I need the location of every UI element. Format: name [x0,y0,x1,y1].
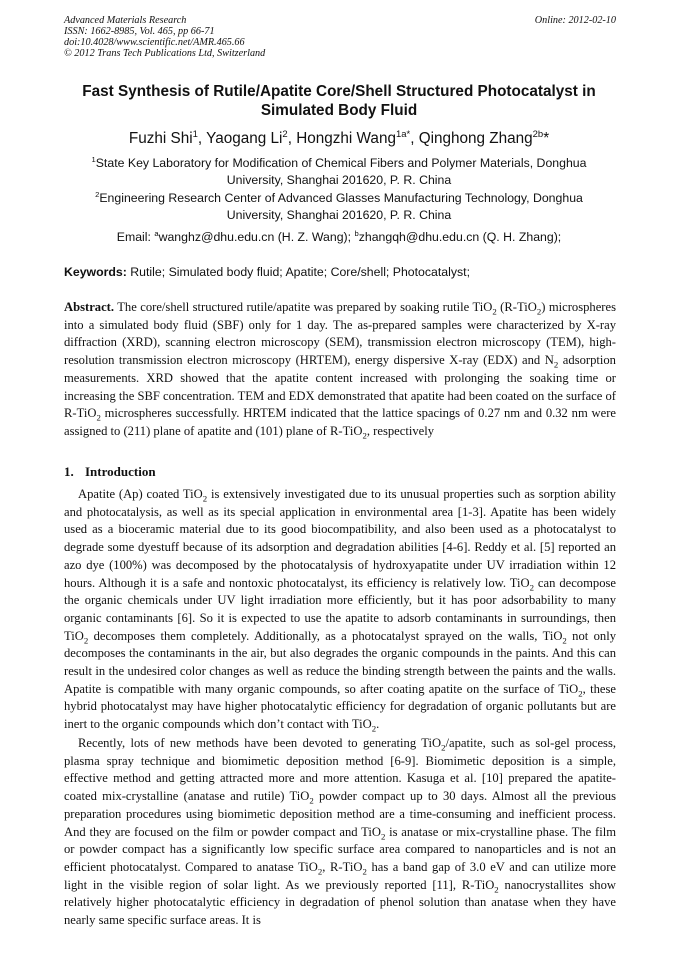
affiliation-2 [80,190,598,224]
email-a: wanghz@dhu.edu.cn (H. Z. Wang); [158,230,355,244]
keywords [64,264,616,280]
section-heading [64,464,156,480]
journal-header [64,15,616,59]
author-name: Fuzhi Shi [128,130,193,147]
title-line-1: Fast Synthesis of Rutile/Apatite Core/Shell Structured Photocatalyst in [82,83,596,100]
copyright-line: © 2012 Trans Tech Publications Ltd, Switzerland [64,48,266,59]
online-date: Online: 2012-02-10 [534,15,616,26]
issn-line: ISSN: 1662-8985, Vol. 465, pp 66-71 [64,26,215,37]
email-label: Email: [116,230,155,244]
author-sep: , [287,130,297,147]
affiliation-line: University, Shanghai 201620, P. R. China [226,173,452,187]
author-sep: * [543,130,550,147]
author-sup: 1 [192,128,198,140]
author-name: Yaogang Li [206,130,283,147]
author-name: Qinghong Zhang [418,130,533,147]
affiliation-line: University, Shanghai 201620, P. R. China [226,208,452,222]
author-sep: , [410,130,419,147]
author-list [60,129,618,148]
author-sup: 2b [532,128,544,140]
email-sup-b: b [354,228,359,238]
abstract-label: Abstract. [64,300,115,314]
abstract [64,299,616,441]
doi-line: doi:10.4028/www.scientific.net/AMR.465.66 [64,37,245,48]
email-line [60,229,618,246]
email-b: zhangqh@dhu.edu.cn (Q. H. Zhang); [358,230,562,244]
section-number: 1. [64,464,74,479]
paper-title [60,82,618,120]
affiliation-sup: 2 [95,189,100,199]
keywords-label: Keywords: [64,265,127,279]
journal-name: Advanced Materials Research [64,15,187,26]
affiliation-line: Engineering Research Center of Advanced Glasses Manufacturing Technology, Donghua [99,191,583,205]
affiliation-sup: 1 [91,154,96,164]
affiliation-1 [80,155,598,189]
intro-paragraph-1: Apatite (Ap) coated TiO$_2$ is extensively investigated due to its unusual properties such as sorption ability and photocatalysis, as well as its special application in environmental area [1-3]. Apatite has been widely used as a bioceramic material due to its good biocompatibility, and also been used as a photocatalyst to degrade some dyestuff because of its adsorption and degradation abilities [4-6]. Reddy et al. [5] reported an azo dye (100%) was decomposed by the photocatalysis of hydroxyapatite under UV irradiation within 12 hours. Although it is a safe and nontoxic photocatalyst, its efficiency is relatively low. TiO$_2$ can decompose the organic chemicals under UV light irradiation more efficiently, but it has poor adsorbability to many organic contaminants [6]. So it is expected to use the apatite to adsorb contaminants in surroundings, then TiO$_2$ decomposes them completely. Additionally, as a photocatalyst sprayed on the walls, TiO$_2$ not only decomposes the contaminants in the air, but also degrades the organic compounds in the paints. And this can result in the undesired color changes as well as reduce the binding strength between the paints and the walls. Apatite is compatible with many organic compounds, so after coating apatite on the surface of TiO$_2$, these hybrid photocatalyst may have higher photocatalytic efficiency for degradation of organic pollutants but are inert to the organic compounds which don’t contact with TiO$_2$. [64,487,616,734]
keywords-text: Rutile; Simulated body fluid; Apatite; Core/shell; Photocatalyst; [126,265,471,279]
section-title: Introduction [85,464,156,479]
author-sup: 2 [282,128,288,140]
affiliation-line: State Key Laboratory for Modification of Chemical Fibers and Polymer Materials, Donghua [95,156,587,170]
abstract-text: The core/shell structured rutile/apatite was prepared by soaking rutile TiO$_2$ (R-TiO$_2$) microspheres into a simulated body fluid (SBF) only for 1 day. The as-prepared samples were characterized by X-ray diffraction (XRD), scanning electron microscopy (SEM), transmission electron microscopy (TEM), high-resolution transmission electron microscopy (HRTEM), energy dispersive X-ray (EDX) and $N_2$ adsorption measurements. XRD showed that the apatite content increased with prolonging the soaking time or increasing the SBF concentration. TEM and EDX demonstrated that apatite had been coated on the surface of R-TiO$_2$ microspheres successfully. HRTEM indicated that the lattice spacings of 0.27 nm and 0.32 nm were assigned to (211) plane of apatite and (101) plane of R-TiO$_2$, respectively [64,300,616,441]
title-line-2: Simulated Body Fluid [260,102,418,119]
email-sup-a: a [154,228,159,238]
author-name: Hongzhi Wang [296,130,396,147]
intro-paragraph-2: Recently, lots of new methods have been devoted to generating TiO$_2$/apatite, such as sol-gel process, plasma spray technique and biomimetic deposition method [6-9]. Biomimetic deposition is a simple, effective method and getting attracted more and more attention. Kasuga et al. [10] prepared the apatite-coated mix-crystalline (anatase and rutile) TiO$_2$ powder compact up to 30 days. Almost all the previous preparation procedures using biomimetic deposition method are a time-consuming and inefficient process. And they are focused on the film or powder compact and TiO$_2$ is anatase or mix-crystalline phase. The film or powder compact has a significantly low specific surface area compared to nanoparticles and is not an efficient photocatalyst. Compared to anatase TiO$_2$, R-TiO$_2$ has a band gap of 3.0 eV and can utilize more light in the visible region of solar light. As we previously reported [11], R-TiO$_2$ nanocrystallites show relatively higher photocatalytic efficiency in degradation of phenol solution than anatase when they have nearly same specific surface areas. It is [64,736,617,928]
author-sup: 1a* [395,128,411,140]
author-sep: , [197,130,207,147]
